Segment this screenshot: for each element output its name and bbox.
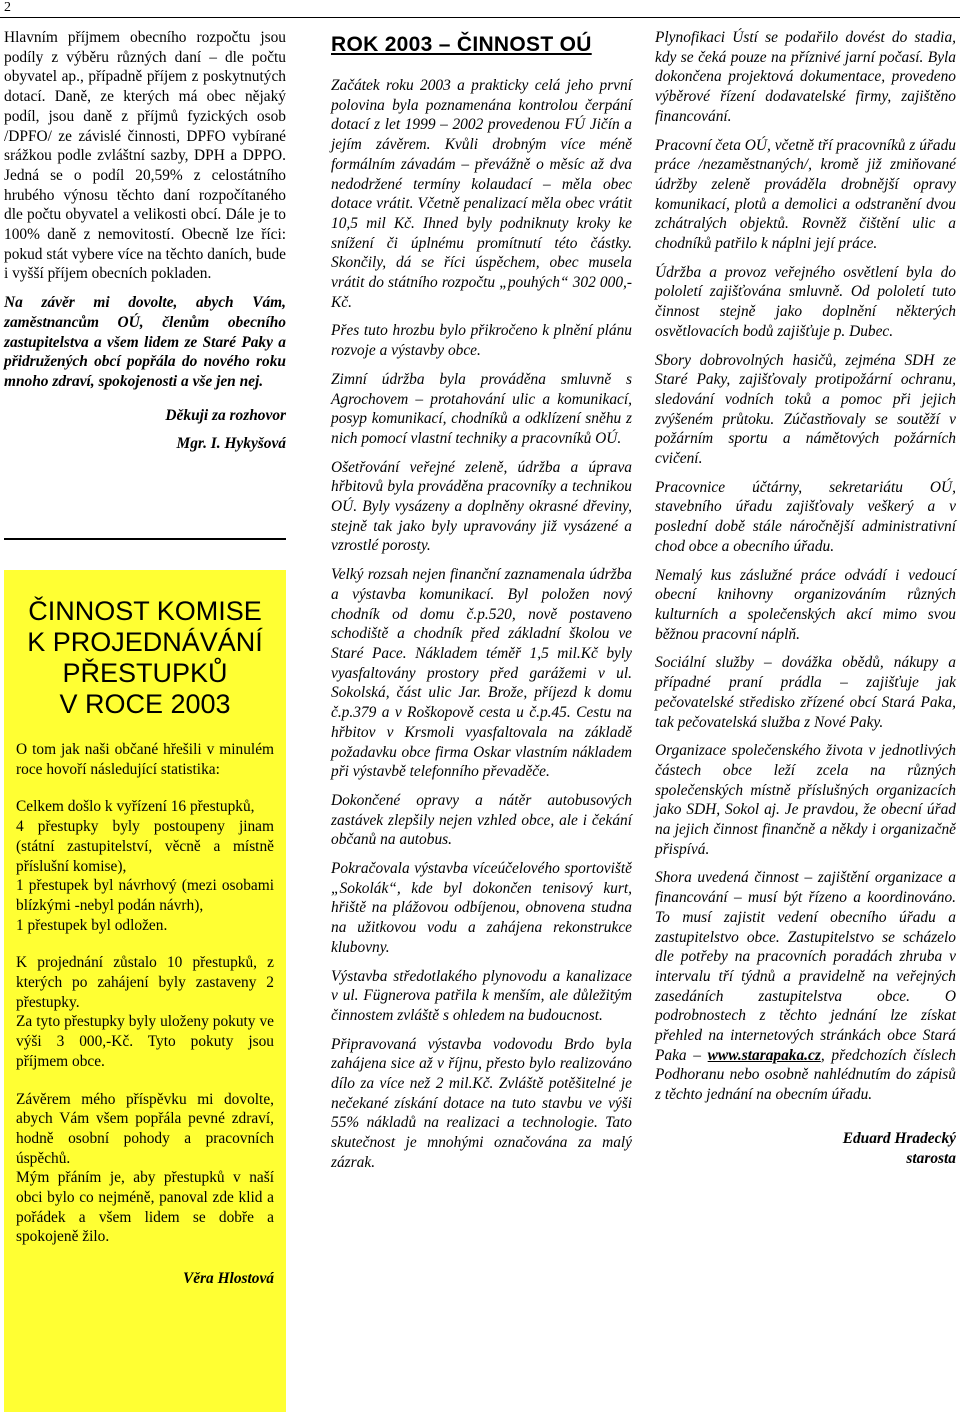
box-title-line-2: K PROJEDNÁVÁNÍ [27,627,263,657]
mayor-title: starosta [906,1149,956,1167]
col3-paragraph-4: Sbory dobrovolných hasičů, zejména SDH ze Staré Paky, zajišťovaly protipožární ochranu, sledování vodních toků a pomoc při jejich zvýšeném průtoku. Zúčastňovaly se soutěží v požárním sportu a námětových požárních cvičení. [655,351,956,468]
box-stat-forwarded: 4 přestupky byly postoupeny jinam (státní zastupitelství, věcně a místně příslušní komise), [16,818,274,875]
col2-paragraph-8: Výstavba středotlakého plynovodu a kanalizace v ul. Fügnerova patřila k menším, ale důležitým činnostem zvláště s ohledem na budoucnost. [331,967,632,1024]
header-rule [0,17,960,18]
col3-paragraph-9 [655,868,956,1104]
offences-commission-box [4,570,286,1412]
box-title-line-1: ČINNOST KOMISE [28,596,262,626]
box-title-line-4: V ROCE 2003 [59,689,231,719]
budget-paragraph: Hlavním příjmem obecního rozpočtu jsou podíly z výběru různých daní – dle počtu obyvatel ap., případně příjem z poskytnutých dotací. Daně, ze kterých má obec nějaký podíl, jsou daně z příjmů fyzických osob /DPFO/ ze závislé činnosti, DPFO vybírané srážkou podle zvláštní sazby, DPH a DPPO. Jedná se o podíl 20,59% z celostátního hrubého výnosu těchto daní rozpočítaného dle počtu obyvatel a velikosti obcí. Dále je to 100% daně z nemovitostí. Obecně lze říci: pokud stát vybere více na těchto daních, bude i vyšší příjem obecních pokladen. [4,29,286,283]
col3-paragraph-2: Pracovní četa OÚ, včetně tří pracovníků z úřadu práce /nezaměstnaných/, kromě již zmiňované údržby zeleně prováděla drobnější opravy komunikací, plotů a demolici a odstranění dvou zchátralých objektů. Rovněž čištění ulic a chodníků patřilo k náplni její práce. [655,136,956,253]
col2-paragraph-1: Začátek roku 2003 a prakticky celá jeho první polovina byla poznamenána kontrolou čerpání dotací z let 1999 – 2002 provedenou FÚ Jičín a jejím závěrem. Kvůli drobným více méně formálním závadám – převážně o měsíc až dva nedodržené termíny kolaudací – měla obec dotace vrátit. Včetně penalizací měla obec vrátit 10,5 mil Kč. Ihned byly podniknuty kroky ke snížení či úplnému promítnutí této částky. Skončily, dá se říci úspěchem, obec musela vrátit do státního rozpočtu „pouhých“ 302 000,-Kč. [331,77,632,311]
col2-paragraph-9: Připravovaná výstavba vodovodu Brdo byla zahájena sice až v říjnu, přesto bylo realizováno dílo za více než 2 mil.Kč. Zvláště potěšitelné je nečekané získání dotace na tuto stavbu ve výši 55% nákladů na realizaci a technologie. Tato skutečnost je mnohými označována za malý zázrak. [331,1035,632,1171]
col2-paragraph-5: Velký rozsah nejen finanční zaznamenala údržba a výstavba komunikací. Byl položen nový chodník od domu č.p.520, nově postaveno schodiště a chodník před základní školou ve Staré Pace. Nákladem téměř 1,5 mil.Kč byly vyasfaltovány prostory před garážemi v ul. Sokolská, část ulic Jar. Brože, příjezd k domu č.p.379 a v Roškopově cesta u č.p.45. Cestu na hřbitov v Krsmoli vyasfaltovala na základě požadavku obce firma Oskar vlastním nákladem při výstavbě telefonního převaděče. [331,566,632,781]
section-divider [4,538,286,540]
col3-paragraph-9-start: Shora uvedená činnost – zajištění organizace a financování – musí být řízeno a koordinováno. To musí zajistit vedení obecního úřadu a zastupitelstvo obce. Zastupitelstvo se scházelo dle potřeby na pracovních poradách zhruba v intervalu tří týdnů a pravidelně na veřejných zasedáních zastupitelstva obce. O podrobnostech z těchto jednání lze získat přehled na internetových stránkách obce Stará Paka – [655,869,956,1064]
author-name: Mgr. I. Hykyšová [176,435,286,453]
col3-paragraph-8: Organizace společenského života v jednotlivých částech obce leží zcela na různých společenských místně příslušných organizacích jako SDH, Sokol aj. Je pravdou, že obecní úřad na jejich činnost finančně a někdy i organizačně přispívá. [655,742,956,858]
col2-paragraph-3: Zimní údržba byla prováděna smluvně s Agrochovem – protahování ulic a komunikací, posyp komunikací, chodníků a odklízení sněhu z nich pomocí vlastní techniky a pracovníků OÚ. [331,370,632,447]
box-title-line-3: PŘESTUPKŮ [62,658,228,688]
box-closing-2: Mým přáním je, aby přestupků v naší obci bylo co nejméně, panoval zde klid a pořádek a všem lidem se dobře a spokojeně žilo. [16,1169,274,1246]
box-intro: O tom jak naši občané hřešili v minulém roce hovoří následující statistika: [16,741,274,778]
page-number: 2 [4,0,11,15]
col3-paragraph-1: Plynofikaci Ústí se podařilo dovést do stadia, kdy se čeká pouze na příznivé jarní počasí. Byla dokončena projektová dokumentace, provedeno výběrové řízení dodavatelské firmy, zajištěno financování. [655,29,956,125]
col2-paragraph-7: Pokračovala výstavba víceúčelového sportoviště „Sokolák“, kde byl dokončen tenisový kurt, hřiště na plážovou odbíjenou, obnovena studna na užitkovou vodu a zahájena rekonstrukce klubovny. [331,860,632,956]
article-title: ROK 2003 – ČINNOST OÚ [331,33,592,56]
thanks-line: Děkuji za rozhovor [165,406,286,424]
column-right [655,28,956,1177]
col3-paragraph-3: Údržba a provoz veřejného osvětlení byla do pololetí zajišťována smluvně. Od pololetí tuto činnost stejně jako doplnění některých osvětlovacích bodů zajišťuje p. Dubec. [655,263,956,340]
col3-paragraph-9-end: , předchozích číslech Podhoranu nebo osobně nahlédnutím do zápisů z těchto jednání na obecním úřadu. [655,1046,956,1104]
mayor-name: Eduard Hradecký [842,1129,956,1147]
box-signature: Věra Hlostová [182,1270,274,1288]
col3-paragraph-7: Sociální služby – dovážka obědů, nákupy a případné praní prádla – zajišťuje jak pečovatelské středisko zřízené obcí Stará Paka, tak pečovatelská služba z Nové Paky. [655,654,956,731]
box-title [16,596,274,720]
column-left [4,28,286,463]
col2-paragraph-2: Přes tuto hrozbu bylo přikročeno k plnění plánu rozvoje a výstavby obce. [331,322,632,360]
col3-paragraph-6: Nemalý kus záslužné práce odvádí i vedoucí obecní knihovny organizováním různých kulturních a společenských akcí mimo svou běžnou pracovní náplň. [655,566,956,643]
box-stat-total: Celkem došlo k vyřízení 16 přestupků, [16,798,255,816]
box-closing-1: Závěrem mého příspěvku mi dovolte, abych Vám všem popřála pevné zdraví, hodně osobní pohody a pracovních úspěchů. [16,1090,274,1167]
col2-paragraph-4: Ošetřování veřejné zeleně, údržba a úprava hřbitovů byla prováděna pracovníky a technikou OÚ. Byly vysázeny a doplněny okrasné dřeviny, stejně tak jako byly upravovány již vysázené a vzrostlé porosty. [331,458,632,555]
box-fines: Za tyto přestupky byly uloženy pokuty ve výši 3 000,-Kč. Tyto pokuty jsou příjmem obce. [16,1013,274,1070]
closing-wishes: Na závěr mi dovolte, abych Vám, zaměstnancům OÚ, členům obecního zastupitelstva a všem lidem ze Staré Paky a přidružených obcí popřála do nového roku mnoho zdraví, spokojenosti a vše jen nej. [4,294,286,390]
mayor-signature [655,1129,956,1168]
website-link[interactable]: www.starapaka.cz [707,1046,821,1064]
box-remaining: K projednání zůstalo 10 přestupků, z kterých po zahájení byly zastaveny 2 přestupky. [16,954,274,1011]
column-middle [331,28,632,1182]
box-stat-proposal: 1 přestupek byl návrhový (mezi osobami blízkými -nebyl podán návrh), [16,877,274,914]
box-stat-postponed: 1 přestupek byl odložen. [16,916,168,934]
col2-paragraph-6: Dokončené opravy a nátěr autobusových zastávek zlepšily nejen vzhled obce, ale i čekání občanů na autobus. [331,791,632,849]
col3-paragraph-5: Pracovnice účtárny, sekretariátu OÚ, stavebního úřadu zajišťovaly veškerý a v poslední době stále náročnější administrativní chod obce a obecního úřadu. [655,478,956,555]
